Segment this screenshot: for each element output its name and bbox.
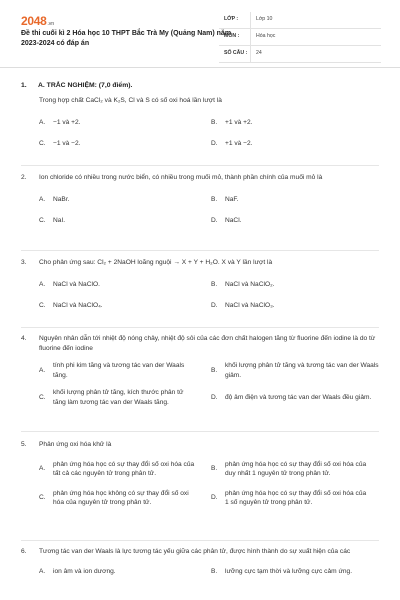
option-letter: D. (211, 302, 218, 310)
meta-key: LỚP : (224, 16, 239, 23)
question-stem: Phản ứng oxi hóa khử là (39, 441, 112, 448)
meta-value: Lớp 10 (250, 12, 381, 28)
option-letter: A. (39, 118, 46, 126)
question-5 (21, 440, 379, 508)
option-letter: B. (211, 465, 218, 473)
option-a[interactable] (39, 118, 211, 128)
divider (21, 327, 379, 328)
option-letter: B. (211, 280, 218, 288)
option-b[interactable] (211, 280, 383, 290)
meta-key: SỐ CÂU : (224, 50, 248, 57)
option-d[interactable] (211, 388, 383, 407)
question-stem: Tương tác van der Waals là lực tương tác yếu giữa các phân tử, được hình thành do sự xuất hiện của các (39, 548, 351, 555)
question-3 (21, 258, 379, 311)
question-stem: Nguyên nhân dẫn tới nhiệt độ nóng chảy, nhiệt độ sôi của các đơn chất halogen tăng từ fluorine đến iodine là do từ fluorine đến iodine (39, 335, 376, 352)
option-c[interactable] (39, 489, 211, 508)
question-stem: Trong hợp chất CaCl₂ và K₂S, Cl và S có số oxi hoá lần lượt là (39, 97, 222, 104)
option-letter: A. (39, 280, 46, 288)
divider (21, 165, 379, 166)
option-text: phản ứng hóa học không có sự thay đổi số oxi hóa của nguyên tử trong phân tử. (53, 489, 189, 507)
question-6 (21, 547, 379, 576)
meta-value: Hóa học (250, 29, 381, 45)
option-letter: D. (211, 393, 218, 401)
option-d[interactable] (211, 139, 383, 149)
option-b[interactable] (211, 195, 383, 205)
option-text: lưỡng cực tạm thời và lưỡng cực cảm ứng. (225, 567, 353, 575)
option-text: +1 và +2. (225, 118, 253, 126)
option-text: NaCl và NaClO₂. (225, 280, 275, 288)
option-letter: C. (39, 494, 46, 502)
option-c[interactable] (39, 139, 211, 149)
option-text: NaCl và NaClO. (53, 280, 100, 288)
logo-suffix: .vn (47, 21, 54, 27)
option-letter: A. (39, 366, 46, 374)
option-c[interactable] (39, 388, 211, 407)
meta-table (219, 12, 381, 63)
option-letter: D. (211, 140, 218, 148)
question-number: 4. (21, 335, 27, 342)
option-text: NaI. (53, 217, 66, 225)
exam-title: Đề thi cuối kì 2 Hóa học 10 THPT Bắc Trà My (Quảng Nam) năm 2023-2024 có đáp án (21, 30, 232, 47)
option-letter: C. (39, 393, 46, 401)
question-stem: Ion chloride có nhiều trong nước biển, có nhiều trong muối mỏ, thành phần chính của muối mỏ là (39, 174, 323, 181)
option-text: phản ứng hóa học có sự thay đổi số oxi hóa của 1 số nguyên tử trong phân tử. (225, 489, 367, 507)
option-letter: A. (39, 195, 46, 203)
option-letter: D. (211, 217, 218, 225)
question-2 (21, 173, 379, 226)
option-b[interactable] (211, 118, 383, 128)
site-logo[interactable] (21, 13, 54, 30)
question-4 (21, 334, 379, 407)
option-letter: C. (39, 140, 46, 148)
logo-brand: 2048 (21, 14, 47, 28)
option-d[interactable] (211, 301, 383, 311)
section-number: 1. (21, 82, 27, 89)
option-text: NaCl và NaClO₄. (53, 302, 103, 310)
option-text: NaCl và NaClO₃. (225, 302, 275, 310)
option-a[interactable] (39, 195, 211, 205)
option-c[interactable] (39, 301, 211, 311)
divider (21, 250, 379, 251)
option-d[interactable] (211, 216, 383, 226)
option-a[interactable] (39, 460, 211, 479)
option-b[interactable] (211, 567, 383, 577)
option-text: +1 và −2. (225, 140, 253, 148)
option-c[interactable] (39, 216, 211, 226)
option-text: phản ứng hóa học có sự thay đổi số oxi hóa của tất cả các nguyên tử trong phân tử. (53, 460, 195, 478)
option-a[interactable] (39, 280, 211, 290)
option-letter: C. (39, 217, 46, 225)
page-header (0, 0, 400, 68)
question-number: 6. (21, 548, 27, 555)
divider (21, 431, 379, 432)
option-letter: A. (39, 465, 46, 473)
option-text: ion âm và ion dương. (53, 567, 116, 575)
option-letter: B. (211, 195, 218, 203)
option-letter: D. (211, 494, 218, 502)
meta-row-class (219, 12, 381, 29)
divider (21, 540, 379, 541)
meta-key: MÔN : (224, 33, 240, 40)
option-b[interactable] (211, 361, 383, 380)
option-text: khối lượng phân tử tăng, kích thước phân tử tăng làm tương tác van der Waals tăng. (53, 389, 184, 406)
option-text: −1 và +2. (53, 118, 81, 126)
option-a[interactable] (39, 567, 211, 577)
option-text: phản ứng hóa học có sự thay đổi số oxi hóa của duy nhất 1 nguyên tử trong phân tử. (225, 460, 367, 478)
option-text: NaBr. (53, 195, 70, 203)
option-letter: B. (211, 567, 218, 575)
meta-row-count (219, 46, 381, 63)
option-text: −1 và −2. (53, 140, 81, 148)
meta-row-subject (219, 29, 381, 46)
question-number: 2. (21, 174, 27, 181)
option-text: tính phi kim tăng và tương tác van der Waals tăng. (53, 362, 185, 379)
section-label: A. TRẮC NGHIỆM: (7,0 điểm). (38, 82, 133, 89)
option-text: độ âm điện và tương tác van der Waals đều giảm. (225, 393, 372, 401)
option-text: khối lượng phân tử tăng và tương tác van der Waals giảm. (225, 362, 379, 379)
meta-value: 24 (250, 46, 381, 62)
question-stem: Cho phản ứng sau: Cl₂ + 2NaOH loãng nguội → X + Y + H₂O. X và Y lần lượt là (39, 259, 273, 266)
question-1 (21, 96, 379, 149)
option-letter: A. (39, 567, 46, 575)
option-b[interactable] (211, 460, 383, 479)
option-text: NaF. (225, 195, 239, 203)
option-text: NaCl. (225, 217, 242, 225)
option-letter: C. (39, 302, 46, 310)
question-number (21, 96, 39, 106)
option-letter: B. (211, 118, 218, 126)
option-letter: B. (211, 366, 218, 374)
section-heading (21, 81, 132, 91)
option-d[interactable] (211, 489, 383, 508)
option-a[interactable] (39, 361, 211, 380)
question-number: 3. (21, 259, 27, 266)
question-number: 5. (21, 441, 27, 448)
